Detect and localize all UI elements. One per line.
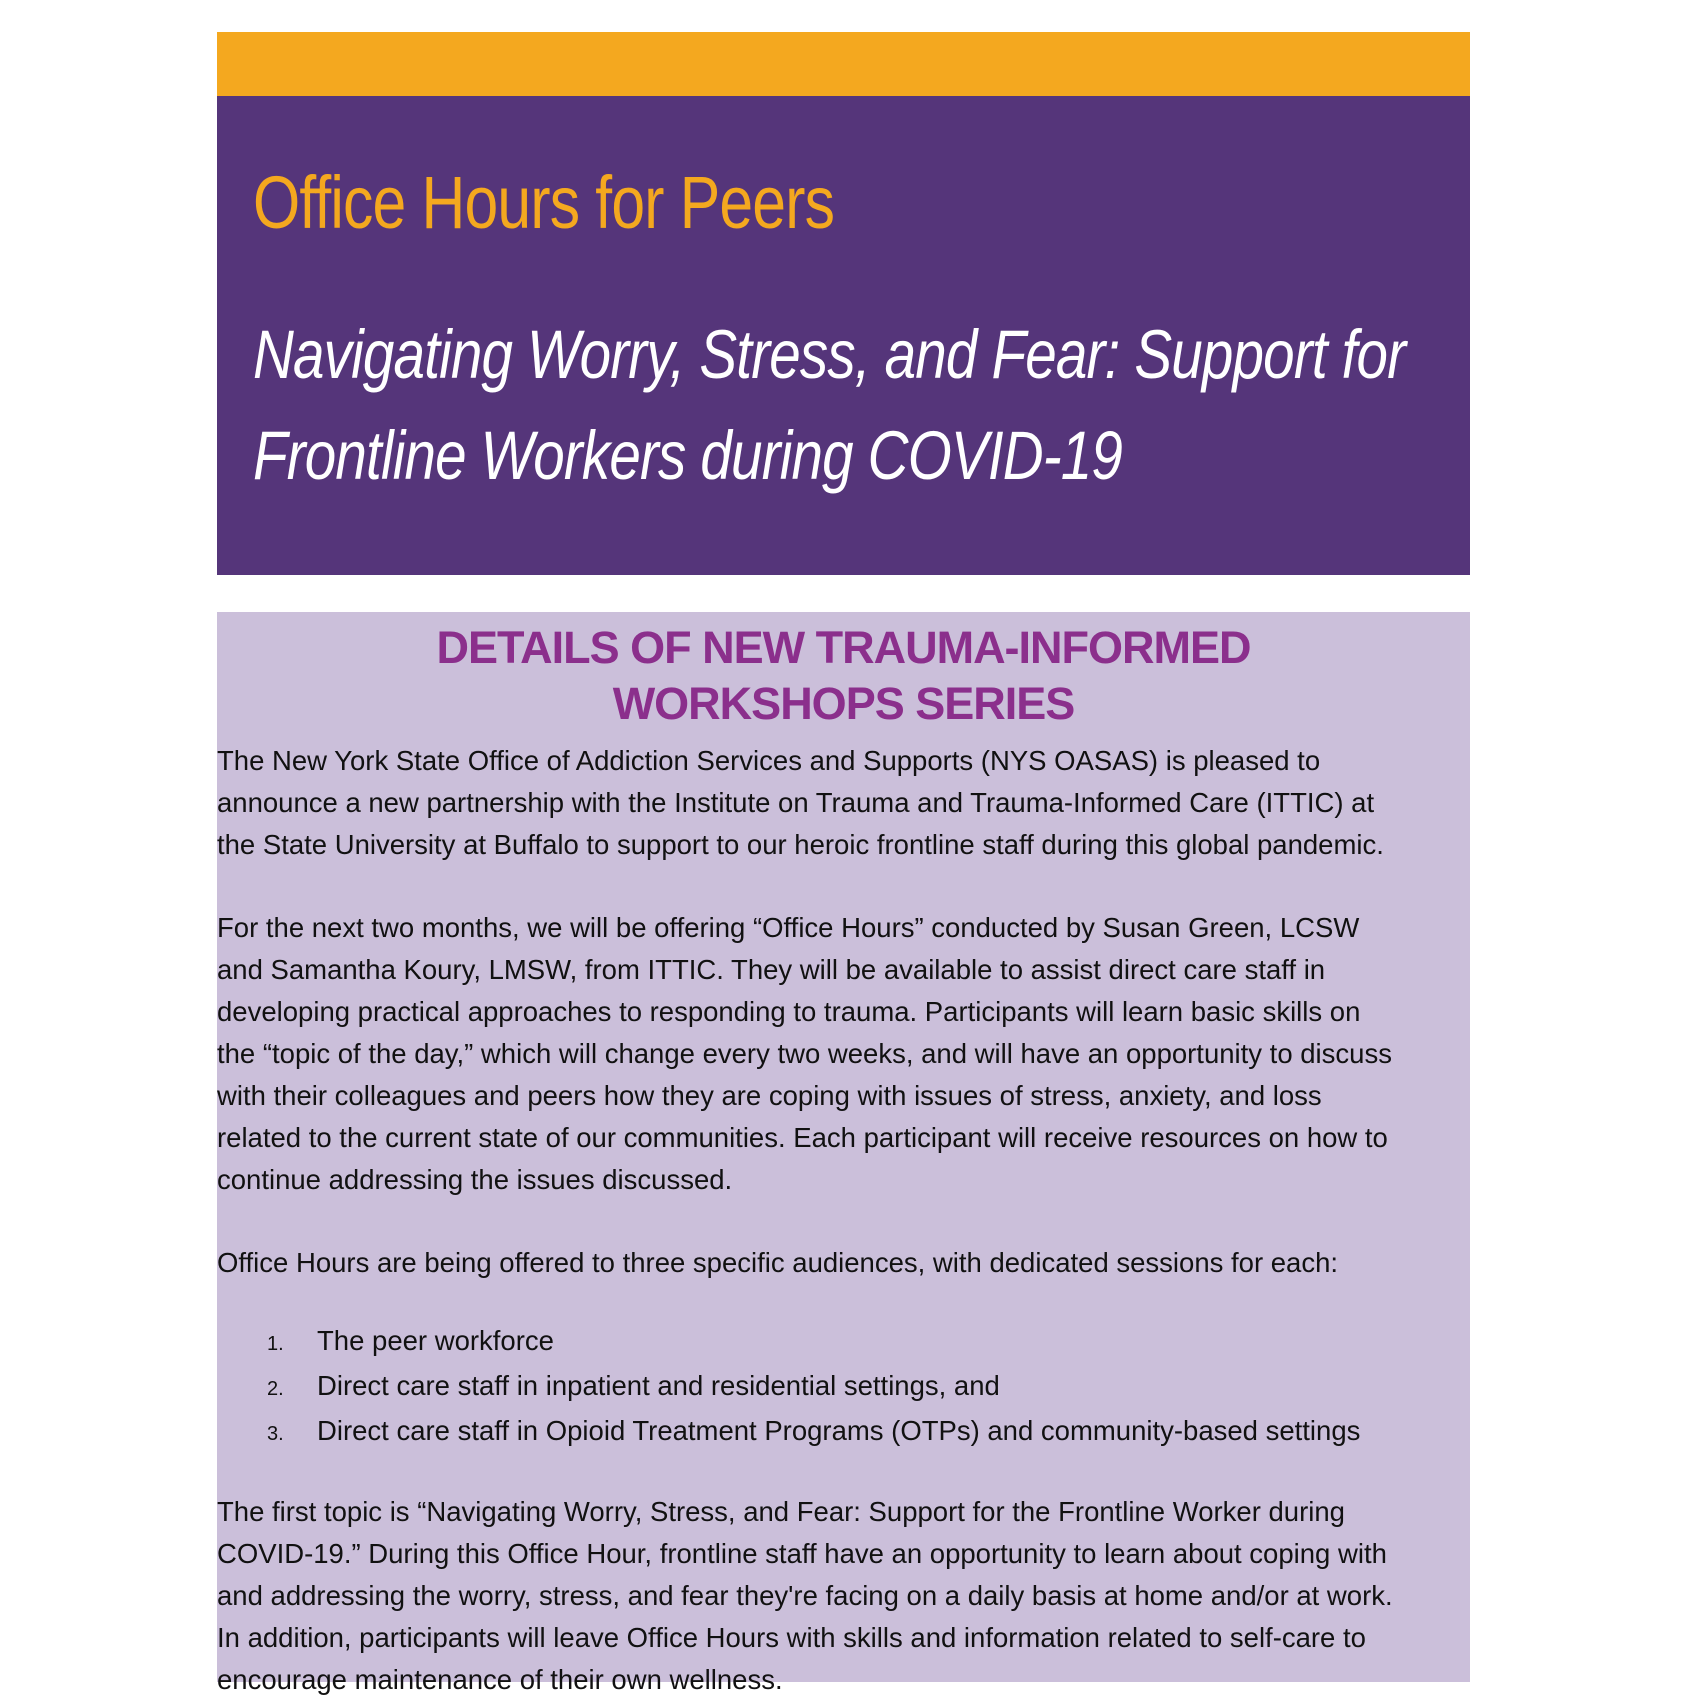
list-item <box>267 1365 1470 1410</box>
list-item-text: Direct care staff in inpatient and residential settings, and <box>317 1370 1000 1401</box>
list-item-text: The peer workforce <box>317 1325 554 1356</box>
header-banner <box>217 96 1470 575</box>
details-heading-line2: WORKSHOPS SERIES <box>612 678 1075 729</box>
list-item <box>267 1410 1470 1455</box>
first-topic-paragraph: The first topic is “Navigating Worry, Stress, and Fear: Support for the Frontline Worker during COVID-19.” During this Office Hour, frontline staff have an opportunity to learn about coping with and addressing the worry, stress, and fear they're facing on a daily basis at home and/or at work. In addition, participants will leave Office Hours with skills and information related to self-care to encourage maintenance of their own wellness. <box>217 1496 1393 1695</box>
orange-top-bar <box>217 32 1470 96</box>
banner-title: Office Hours for Peers <box>253 161 835 244</box>
details-panel <box>217 612 1470 1695</box>
audiences-intro: Office Hours are being offered to three specific audiences, with dedicated sessions for each: <box>217 1247 1339 1278</box>
banner-subtitle: Navigating Worry, Stress, and Fear: Support for Frontline Workers during COVID-19 <box>253 316 1406 494</box>
details-heading-line1: DETAILS OF NEW TRAUMA-INFORMED <box>436 622 1251 673</box>
list-item-number: 1. <box>267 1333 284 1355</box>
office-hours-paragraph: For the next two months, we will be offering “Office Hours” conducted by Susan Green, LCSW and Samantha Koury, LMSW, from ITTIC. They will be available to assist direct care staff in developing practical approaches to responding to trauma. Participants will learn basic skills on the “topic of the day,” which will change every two weeks, and will have an opportunity to discuss with their colleagues and peers how they are coping with issues of stress, anxiety, and loss related to the current state of our communities. Each participant will receive resources on how to continue addressing the issues discussed. <box>217 912 1392 1195</box>
intro-paragraph: The New York State Office of Addiction Services and Supports (NYS OASAS) is pleased to announce a new partnership with the Institute on Trauma and Trauma-Informed Care (ITTIC) at the State University at Buffalo to support to our heroic frontline staff during this global pandemic. <box>217 745 1384 860</box>
list-item-number: 3. <box>267 1423 284 1445</box>
details-heading <box>217 612 1470 732</box>
list-item <box>267 1320 1470 1365</box>
list-item-text: Direct care staff in Opioid Treatment Programs (OTPs) and community-based settings <box>317 1415 1361 1446</box>
list-item-number: 2. <box>267 1378 284 1400</box>
audience-list <box>217 1320 1470 1455</box>
